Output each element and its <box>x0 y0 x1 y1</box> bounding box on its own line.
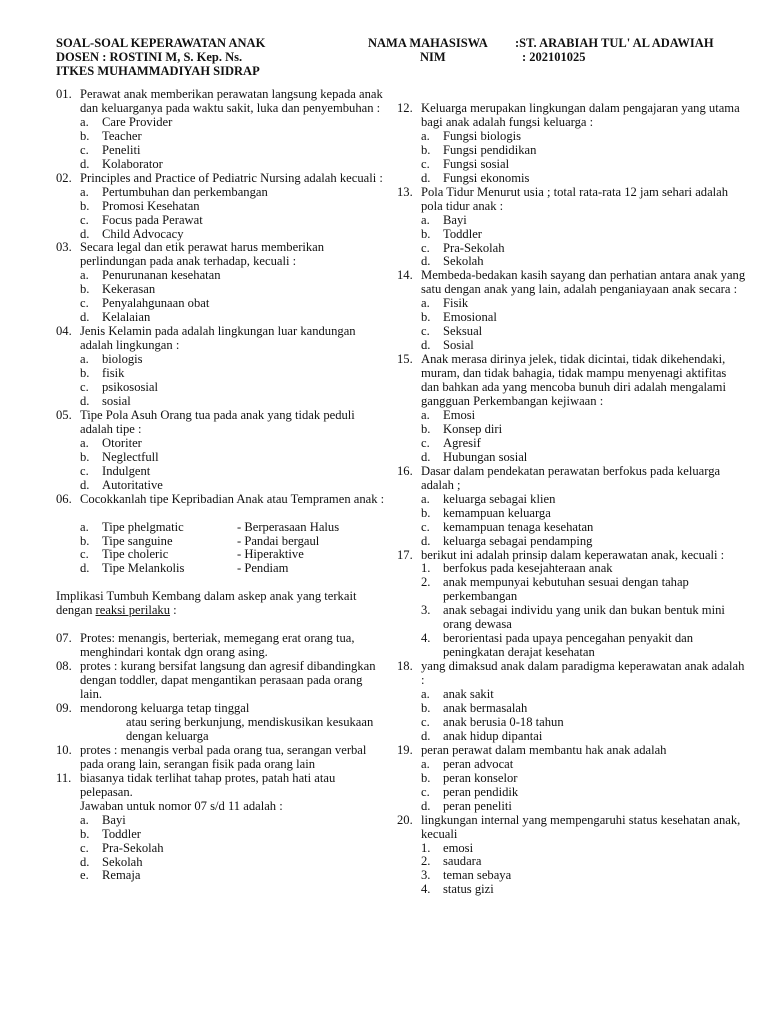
option-text: kemampuan tenaga kesehatan <box>443 519 594 534</box>
option <box>397 228 747 242</box>
left-column <box>56 88 386 883</box>
option <box>397 325 747 339</box>
option <box>397 842 747 856</box>
option-letter: c. <box>80 463 89 478</box>
option-letter: b. <box>421 700 431 715</box>
option-text: emosi <box>443 840 474 855</box>
option <box>56 116 386 130</box>
option-letter: a. <box>421 128 430 143</box>
option <box>397 144 747 158</box>
option-number: 1. <box>421 840 431 855</box>
option <box>56 130 386 144</box>
question-04 <box>56 325 386 353</box>
option <box>397 297 747 311</box>
question-text: peran perawat dalam membantu hak anak adalah <box>421 742 667 757</box>
option-text: Kekerasan <box>102 282 156 297</box>
option-letter: a. <box>421 212 430 227</box>
option-text: Pertumbuhan dan perkembangan <box>102 184 268 199</box>
option <box>397 730 747 744</box>
option-text: Sekolah <box>102 854 143 869</box>
option-text: anak mempunyai kebutuhan sesuai dengan tahap perkembangan <box>443 575 689 604</box>
section-intro <box>56 590 386 618</box>
option-letter: d. <box>80 854 90 869</box>
option <box>56 200 386 214</box>
option <box>397 632 747 660</box>
option-text: Sekolah <box>443 254 484 269</box>
option-text: berorientasi pada upaya pencegahan penyakit dan peningkatan derajat kesehatan <box>443 631 694 660</box>
question-number: 08. <box>56 659 72 674</box>
option <box>397 242 747 256</box>
question-number: 17. <box>397 547 413 562</box>
option-text: Sosial <box>443 338 474 353</box>
matching-pair <box>56 562 386 576</box>
option-letter: a. <box>80 268 89 283</box>
option-letter: c. <box>80 212 89 227</box>
option-text: keluarga sebagai klien <box>443 491 556 506</box>
option-letter: a. <box>421 407 430 422</box>
matching-right: - Hiperaktive <box>237 547 304 562</box>
option-number: 1. <box>421 561 431 576</box>
option-text: peran konselor <box>443 770 518 785</box>
option-letter: c. <box>80 547 89 562</box>
option-letter: d. <box>421 728 431 743</box>
option-text: Toddler <box>443 226 482 241</box>
option-text: Focus pada Perawat <box>102 212 203 227</box>
option <box>397 130 747 144</box>
question-07 <box>56 632 386 660</box>
option-letter: a. <box>80 435 89 450</box>
option-text: Remaja <box>102 868 141 883</box>
question-number: 10. <box>56 742 72 757</box>
option <box>397 451 747 465</box>
spacer <box>56 507 386 521</box>
question-number: 03. <box>56 240 72 255</box>
document-title: SOAL-SOAL KEPERAWATAN ANAK <box>56 36 266 50</box>
option-letter: d. <box>421 170 431 185</box>
question-text: Keluarga merupakan lingkungan dalam pengajaran yang utama bagi anak adalah fungsi keluarga : <box>421 101 740 129</box>
option <box>397 437 747 451</box>
option-text: Bayi <box>443 212 467 227</box>
option-text: sosial <box>102 393 131 408</box>
question-text: Jenis Kelamin pada adalah lingkungan luar kandungan adalah lingkungan : <box>80 324 356 353</box>
option-text: Indulgent <box>102 463 151 478</box>
option <box>56 437 386 451</box>
option-text: berfokus pada kesejahteraan anak <box>443 561 613 576</box>
option-text: status gizi <box>443 882 494 897</box>
option-text: Fungsi pendidikan <box>443 142 537 157</box>
option-letter: c. <box>80 142 89 157</box>
question-14 <box>397 269 747 297</box>
option-letter: b. <box>80 826 90 841</box>
option <box>56 214 386 228</box>
option <box>397 716 747 730</box>
option-letter: d. <box>421 338 431 353</box>
question-17 <box>397 549 747 563</box>
option <box>56 856 386 870</box>
option-letter: d. <box>421 254 431 269</box>
option <box>397 535 747 549</box>
question-10 <box>56 744 386 772</box>
option <box>56 144 386 158</box>
option <box>56 842 386 856</box>
option <box>56 283 386 297</box>
option-text: Agresif <box>443 435 481 450</box>
option-letter: b. <box>80 533 90 548</box>
option-letter: c. <box>421 435 430 450</box>
answer-instruction: Jawaban untuk nomor 07 s/d 11 adalah : <box>80 798 283 813</box>
option-letter: d. <box>80 310 90 325</box>
option-text: Konsep diri <box>443 421 503 436</box>
option <box>397 311 747 325</box>
option-letter: a. <box>80 184 89 199</box>
option-text: Kolaborator <box>102 156 163 171</box>
option-number: 3. <box>421 603 431 618</box>
section-intro-text: Implikasi Tumbuh Kembang dalam askep anak yang terkait dengan <box>56 589 357 618</box>
question-number: 05. <box>56 407 72 422</box>
question-number: 18. <box>397 659 413 674</box>
nim-label: NIM <box>420 50 446 64</box>
option-text: Care Provider <box>102 114 173 129</box>
option-text: anak sebagai individu yang unik dan bukan bentuk mini orang dewasa <box>443 603 725 632</box>
option-text: anak sakit <box>443 687 494 702</box>
question-text: Pola Tidur Menurut usia ; total rata-rata 12 jam sehari adalah pola tidur anak : <box>421 184 729 213</box>
student-name-value: :ST. ARABIAH TUL' AL ADAWIAH <box>515 36 714 50</box>
matching-right: - Berperasaan Halus <box>237 519 340 534</box>
question-text: yang dimaksud anak dalam paradigma keperawatan anak adalah : <box>421 659 745 688</box>
option-letter: c. <box>80 296 89 311</box>
option <box>397 883 747 897</box>
option <box>56 311 386 325</box>
section-intro-tail: : <box>170 603 177 618</box>
option <box>397 869 747 883</box>
question-number: 14. <box>397 268 413 283</box>
option-text: kemampuan keluarga <box>443 505 551 520</box>
question-text: Protes: menangis, berteriak, memegang erat orang tua, menghindari kontak dgn orang asing. <box>80 631 355 660</box>
option <box>397 855 747 869</box>
matching-right: - Pendiam <box>237 561 289 576</box>
option-number: 3. <box>421 868 431 883</box>
question-16 <box>397 465 747 493</box>
option <box>56 228 386 242</box>
option <box>397 339 747 353</box>
option <box>397 604 747 632</box>
option <box>56 269 386 283</box>
option-text: Fungsi biologis <box>443 128 522 143</box>
question-text: Anak merasa dirinya jelek, tidak dicintai, tidak dikehendaki, muram, dan tidak bahagia, tidak mampu menyenagi aktifitas dan bahkan ada yang mencoba bunuh diri adalah mengalami gangguan Perkembangan kejiwaan : <box>421 352 727 409</box>
option-text: Toddler <box>102 826 141 841</box>
option-letter: b. <box>80 449 90 464</box>
question-text: Perawat anak memberikan perawatan langsung kepada anak dan keluarganya pada waktu sakit, luka dan penyembuhan : <box>80 87 383 115</box>
option-letter: c. <box>80 380 89 395</box>
option-letter: a. <box>421 296 430 311</box>
option-text: Penyalahgunaan obat <box>102 296 210 311</box>
option-letter: d. <box>80 156 90 171</box>
question-05 <box>56 409 386 437</box>
option <box>56 353 386 367</box>
question-number: 15. <box>397 352 413 367</box>
option <box>56 158 386 172</box>
option <box>397 423 747 437</box>
section-intro-underline: reaksi perilaku <box>95 603 171 618</box>
option-letter: d. <box>80 393 90 408</box>
option-letter: b. <box>421 421 431 436</box>
option-letter: c. <box>421 714 430 729</box>
option-text: fisik <box>102 366 125 381</box>
option-text: keluarga sebagai pendamping <box>443 533 593 548</box>
question-text: protes : kurang bersifat langsung dan agresif dibandingkan dengan toddler, dapat mengantikan perasaan pada orang lain. <box>80 659 376 702</box>
option-text: anak berusia 0-18 tahun <box>443 714 564 729</box>
option <box>56 828 386 842</box>
question-text: Cocokkanlah tipe Kepribadian Anak atau Tempramen anak : <box>80 491 385 506</box>
option-letter: d. <box>421 533 431 548</box>
option-letter: c. <box>421 784 430 799</box>
question-text: lingkungan internal yang mempengaruhi status kesehatan anak, kecuali <box>421 812 741 841</box>
option-text: Hubungan sosial <box>443 449 528 464</box>
option-letter: a. <box>80 352 89 367</box>
question-18 <box>397 660 747 688</box>
option-text: Neglectfull <box>102 449 159 464</box>
option-text: Pra-Sekolah <box>443 240 505 255</box>
question-number: 20. <box>397 812 413 827</box>
option <box>397 158 747 172</box>
option-text: Autoritative <box>102 477 163 492</box>
matching-left: Tipe choleric <box>102 547 169 562</box>
option <box>397 493 747 507</box>
question-text: Dasar dalam pendekatan perawatan berfokus pada keluarga adalah ; <box>421 463 721 492</box>
option-letter: a. <box>80 519 89 534</box>
option-text: Emosional <box>443 310 497 325</box>
option-text: biologis <box>102 352 143 367</box>
option <box>56 814 386 828</box>
option-letter: b. <box>421 770 431 785</box>
option <box>56 395 386 409</box>
student-name-label: NAMA MAHASISWA <box>368 36 488 50</box>
matching-left: Tipe sanguine <box>102 533 173 548</box>
option-text: Child Advocacy <box>102 226 184 241</box>
option-text: anak bermasalah <box>443 700 528 715</box>
question-number: 01. <box>56 87 72 101</box>
option-letter: a. <box>80 812 89 827</box>
option-letter: c. <box>421 519 430 534</box>
question-text: protes : menangis verbal pada orang tua, serangan verbal pada orang lain, serangan fisik pada orang lain <box>80 742 367 771</box>
option <box>397 409 747 423</box>
option-letter: a. <box>421 756 430 771</box>
question-number: 11. <box>56 770 72 785</box>
institution-line: ITKES MUHAMMADIYAH SIDRAP <box>56 64 260 78</box>
option-text: teman sebaya <box>443 868 512 883</box>
option <box>56 186 386 200</box>
question-text: biasanya tidak terlihat tahap protes, patah hati atau pelepasan. <box>80 770 336 799</box>
option <box>397 507 747 521</box>
option-text: Fungsi ekonomis <box>443 170 530 185</box>
question-number: 12. <box>397 101 413 115</box>
option <box>56 381 386 395</box>
option <box>56 367 386 381</box>
option-letter: b. <box>80 282 90 297</box>
option <box>397 688 747 702</box>
question-15 <box>397 353 747 409</box>
question-20 <box>397 814 747 842</box>
option-text: saudara <box>443 854 482 869</box>
option-letter: d. <box>80 477 90 492</box>
question-12 <box>397 102 747 130</box>
option <box>397 576 747 604</box>
option-letter: d. <box>80 561 90 576</box>
spacer <box>56 618 386 632</box>
option-text: psikososial <box>102 380 158 395</box>
option-text: Seksual <box>443 324 483 339</box>
option-letter: c. <box>80 840 89 855</box>
option-text: peran advocat <box>443 756 514 771</box>
lecturer-line: DOSEN : ROSTINI M, S. Kep. Ns. <box>56 50 243 64</box>
question-number: 04. <box>56 324 72 339</box>
question-number: 02. <box>56 170 72 185</box>
matching-pair <box>56 548 386 562</box>
question-06 <box>56 493 386 507</box>
spacer <box>56 576 386 590</box>
question-text: mendorong keluarga tetap tinggal <box>80 701 250 716</box>
question-text: Principles and Practice of Pediatric Nursing adalah kecuali : <box>80 170 383 185</box>
question-02 <box>56 172 386 186</box>
option-text: anak hidup dipantai <box>443 728 543 743</box>
question-01 <box>56 88 386 116</box>
option-letter: c. <box>421 324 430 339</box>
option <box>397 702 747 716</box>
matching-pair <box>56 535 386 549</box>
option-letter: a. <box>80 114 89 129</box>
question-number: 07. <box>56 631 72 646</box>
option-text: peran pendidik <box>443 784 519 799</box>
option <box>397 172 747 186</box>
option <box>397 800 747 814</box>
option-letter: d. <box>421 798 431 813</box>
option-text: Promosi Kesehatan <box>102 198 200 213</box>
option-number: 2. <box>421 575 431 590</box>
option-letter: d. <box>421 449 431 464</box>
matching-left: Tipe Melankolis <box>102 561 185 576</box>
question-number: 19. <box>397 742 413 757</box>
option <box>397 758 747 772</box>
option-letter: b. <box>421 226 431 241</box>
option-letter: a. <box>421 687 430 702</box>
option-letter: b. <box>421 505 431 520</box>
option-text: Kelalaian <box>102 310 151 325</box>
question-09 <box>56 702 386 716</box>
option-text: Otoriter <box>102 435 142 450</box>
option <box>56 451 386 465</box>
question-03 <box>56 241 386 269</box>
question-text: Membeda-bedakan kasih sayang dan perhatian antara anak yang satu dengan anak yang lain, adalah penganiayaan anak secara : <box>421 268 746 297</box>
option-text: peran peneliti <box>443 798 512 813</box>
question-number: 16. <box>397 463 413 478</box>
option <box>397 562 747 576</box>
option <box>397 772 747 786</box>
question-text: Secara legal dan etik perawat harus memberikan perlindungan pada anak terhadap, kecuali : <box>80 240 325 269</box>
option-text: Fisik <box>443 296 469 311</box>
question-number: 06. <box>56 491 72 506</box>
option-letter: c. <box>421 156 430 171</box>
option-text: Emosi <box>443 407 476 422</box>
option-letter: b. <box>80 366 90 381</box>
option-letter: b. <box>80 198 90 213</box>
matching-left: Tipe phelgmatic <box>102 519 184 534</box>
question-number: 09. <box>56 701 72 716</box>
right-column <box>397 102 747 897</box>
option-text: Fungsi sosial <box>443 156 510 171</box>
option-text: Pra-Sekolah <box>102 840 164 855</box>
option-number: 4. <box>421 882 431 897</box>
option-number: 4. <box>421 631 431 646</box>
option-text: Teacher <box>102 128 142 143</box>
option-text: Bayi <box>102 812 126 827</box>
option-letter: b. <box>421 310 431 325</box>
matching-pair <box>56 521 386 535</box>
option <box>56 869 386 883</box>
option-letter: c. <box>421 240 430 255</box>
option-letter: e. <box>80 868 89 883</box>
option <box>397 214 747 228</box>
matching-right: - Pandai bergaul <box>237 533 320 548</box>
question-08 <box>56 660 386 702</box>
question-19 <box>397 744 747 758</box>
question-text: berikut ini adalah prinsip dalam keperawatan anak, kecuali : <box>421 547 725 562</box>
option-letter: d. <box>80 226 90 241</box>
question-09-continuation: atau sering berkunjung, mendiskusikan kesukaan dengan keluarga <box>126 714 374 743</box>
question-number: 13. <box>397 184 413 199</box>
option-letter: b. <box>80 128 90 143</box>
option <box>56 297 386 311</box>
nim-value: : 202101025 <box>522 50 586 64</box>
option <box>397 255 747 269</box>
option <box>397 786 747 800</box>
option-letter: b. <box>421 142 431 157</box>
question-11 <box>56 772 386 814</box>
option-text: Penurunanan kesehatan <box>102 268 221 283</box>
option <box>397 521 747 535</box>
option-number: 2. <box>421 854 431 869</box>
option-letter: a. <box>421 491 430 506</box>
question-13 <box>397 186 747 214</box>
question-text: Tipe Pola Asuh Orang tua pada anak yang tidak peduli adalah tipe : <box>80 407 355 436</box>
option <box>56 479 386 493</box>
option-text: Peneliti <box>102 142 141 157</box>
option <box>56 465 386 479</box>
